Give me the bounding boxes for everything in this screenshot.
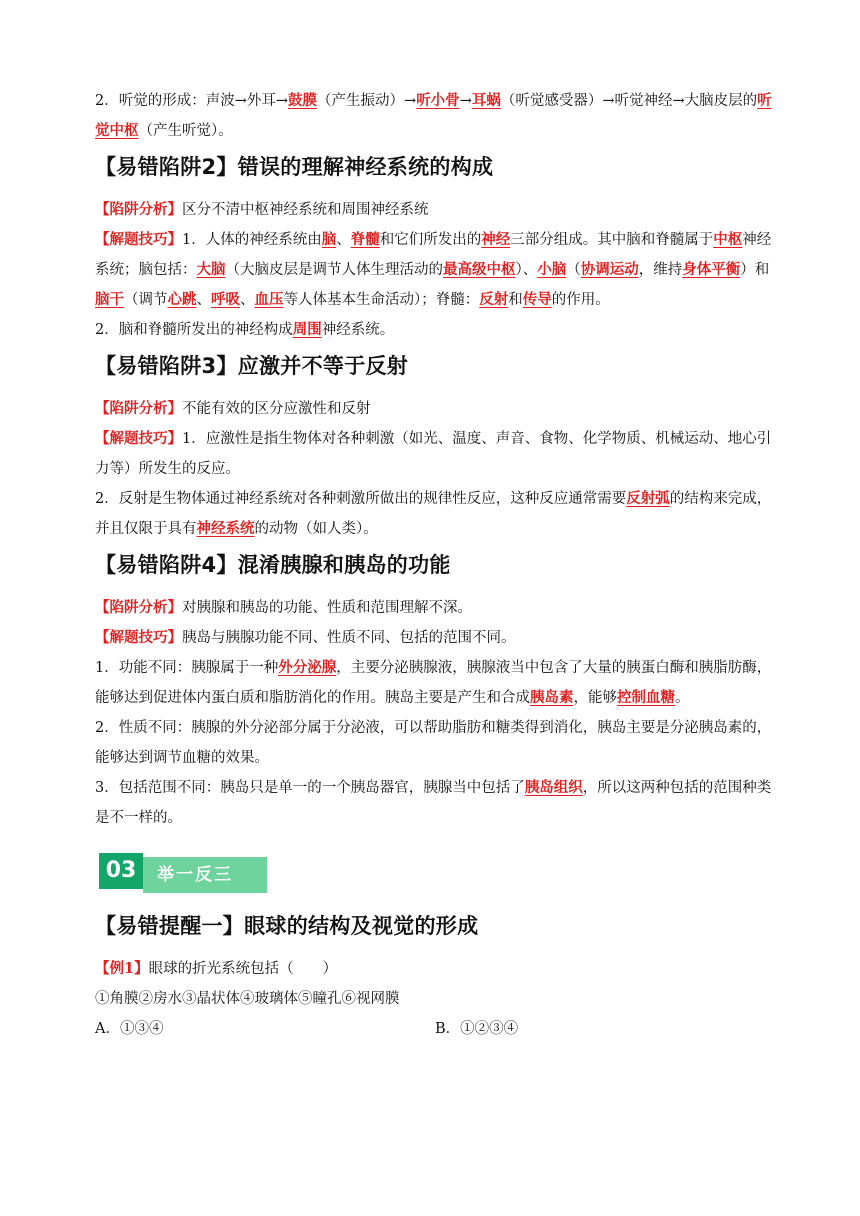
keyword: 周围 [292,321,322,338]
keyword: 小脑 [537,261,567,278]
keyword: 听小骨 [416,92,460,109]
keyword: 神经 [481,231,511,248]
keyword: 耳蜗 [471,92,501,109]
text: 对胰腺和胰岛的功能、性质和范围理解不深。 [182,600,472,616]
text: 神经系统。 [321,322,395,338]
text: ）、 [515,262,538,278]
section-banner [99,853,269,893]
example-question [95,954,775,984]
text: （产生振动）→ [317,93,417,109]
trap4-analysis [95,593,775,623]
text: 的结构来完成，并且仅限于具有 [95,491,772,537]
keyword: 脑 [321,231,337,248]
trap2-tips-1 [95,225,775,315]
trap3-tips-2 [95,484,775,544]
trap2-tips-2 [95,315,775,345]
text: 。 [675,690,690,706]
keyword: 最高级中枢 [443,261,516,278]
text: 2．脑和脊髓所发出的神经构成 [95,322,293,338]
text: 、 [240,292,255,308]
trap2-title: 【易错陷阱2】错误的理解神经系统的构成 [95,155,494,179]
keyword: 脑干 [95,291,124,308]
option-a: A．①③④ [95,1021,164,1037]
trap3-analysis [95,394,775,424]
tips-tag: 【解题技巧】 [95,430,182,447]
trap3-tips-1 [95,424,775,484]
trap4-point-1 [95,653,775,713]
trap4-tips [95,623,775,653]
section-number: 03 [99,853,143,889]
keyword: 脊髓 [350,231,380,248]
keyword: 协调运动 [580,261,639,278]
text: 2．反射是生物体通过神经系统对各种刺激所做出的规律性反应，这种反应通常需要 [95,491,627,507]
text: 不能有效的区分应激性和反射 [182,401,371,417]
text: ）和 [740,262,770,278]
keyword: 外分泌腺 [278,659,337,676]
text: 胰岛与胰腺功能不同、性质不同、包括的范围不同。 [182,630,516,646]
text: （调节 [124,292,168,308]
keyword: 鼓膜 [288,92,318,109]
text: 的作用。 [551,292,610,308]
trap3-title: 【易错陷阱3】应激并不等于反射 [95,354,409,378]
keyword: 心跳 [167,291,197,308]
keyword: 控制血糖 [617,689,675,706]
text: （ [566,262,581,278]
text: 等人体基本生命活动）；脊髓： [283,292,480,308]
text: （听觉感受器）→听觉神经→大脑皮层的 [500,93,758,109]
text: （大脑皮层是调节人体生理活动的 [225,262,443,278]
trap4-point-3 [95,773,775,833]
keyword: 反射弧 [626,490,670,507]
keyword: 呼吸 [211,291,240,308]
text: （产生听觉）。 [138,123,233,139]
text: 区分不清中枢神经系统和周围神经系统 [182,202,429,218]
text: 的动物（如人类）。 [254,521,378,537]
keyword: 血压 [254,291,284,308]
text: 2．听觉的形成：声波→外耳→ [95,93,289,109]
keyword: 胰岛组织 [524,779,583,796]
keyword: 传导 [522,291,552,308]
text: ，能够 [573,690,617,706]
keyword: 中枢 [713,231,743,248]
text: ，所以这两种包括的范围种类是不一样的。 [95,780,772,826]
text: 1．功能不同：胰腺属于一种 [95,660,279,676]
text: 和它们所发出的 [379,232,482,248]
text: 三部分组成。其中脑和脊髓属于 [510,232,714,248]
keyword: 反射 [479,291,509,308]
example-tag: 【例1】 [95,960,149,977]
analysis-tag: 【陷阱分析】 [95,201,182,218]
trap4-title: 【易错陷阱4】混淆胰腺和胰岛的功能 [95,553,451,577]
text: 、 [336,232,351,248]
tips-tag: 【解题技巧】 [95,231,182,248]
keyword: 听觉中枢 [95,92,772,139]
text: 1．人体的神经系统由 [182,232,322,248]
text: 和 [508,292,523,308]
analysis-tag: 【陷阱分析】 [95,599,182,616]
trap4-point-2: 2．性质不同：胰腺的外分泌部分属于分泌液，可以帮助脂肪和糖类得到消化，胰岛主要是分泌胰岛素的，能够达到调节血糖的效果。 [95,720,772,766]
analysis-tag: 【陷阱分析】 [95,400,182,417]
tips-tag: 【解题技巧】 [95,629,182,646]
document-page [95,86,775,1044]
hearing-paragraph [95,86,775,146]
text: ，维持 [638,262,683,278]
example-options [95,1014,775,1044]
option-b: B．①②③④ [435,1021,519,1037]
example-items: ①角膜②房水③晶状体④玻璃体⑤瞳孔⑥视网膜 [95,991,400,1007]
keyword: 胰岛素 [530,689,574,706]
section-label: 举一反三 [143,857,267,893]
keyword: 大脑 [196,261,226,278]
keyword: 神经系统 [196,520,255,537]
keyword: 身体平衡 [682,261,741,278]
text: 、 [196,292,211,308]
text: 3．包括范围不同：胰岛只是单一的一个胰岛器官，胰腺当中包括了 [95,780,525,796]
text: 1．应激性是指生物体对各种刺激（如光、温度、声音、食物、化学物质、机械运动、地心引力等）所发生的反应。 [95,431,772,477]
text: → [459,93,472,109]
text: ，主要分泌胰腺液，胰腺液当中包含了大量的胰蛋白酶和胰脂肪酶，能够达到促进体内蛋白质和脂肪消化的作用。胰岛主要是产生和合成 [95,660,772,706]
trap2-analysis [95,195,775,225]
text: 神经系统；脑包括： [95,232,772,278]
reminder1-title: 【易错提醒一】眼球的结构及视觉的形成 [95,914,479,938]
text: 眼球的折光系统包括（ ） [148,961,338,977]
